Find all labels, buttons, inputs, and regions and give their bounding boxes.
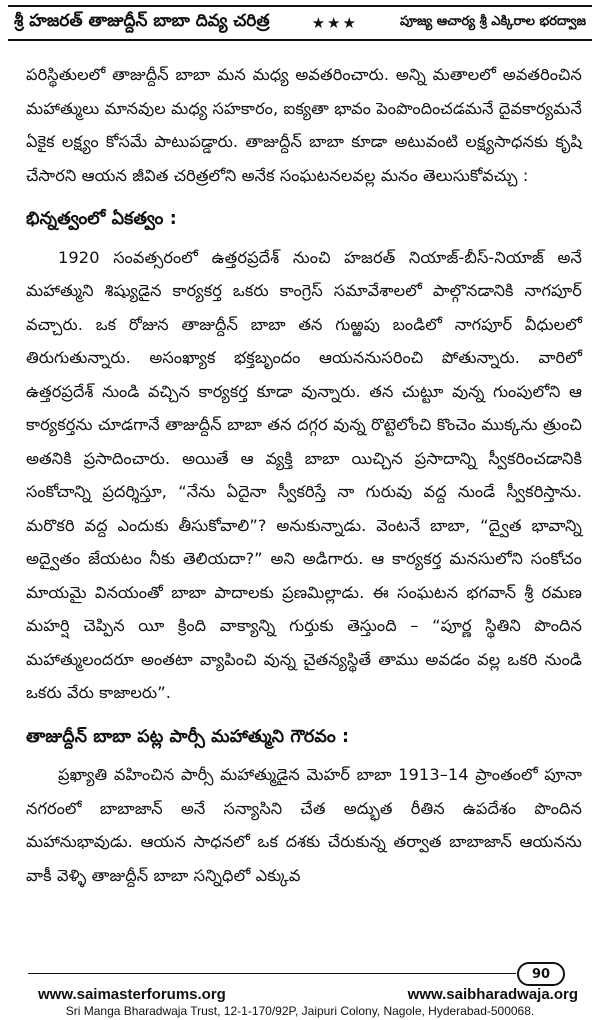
paragraph-continuation: పరిస్థితులలో తాజుద్దీన్ బాబా మన మధ్య అవతరించారు. అన్ని మతాలలో అవతరించిన మహాత్ములు మానవుల మధ్య సహకారం, ఐక్యతా భావం పెంపొందించడమనే దైవకార్యమనే ఏకైక లక్ష్యం కోసమే పాటుపడ్డారు. తాజుద్దీన్ బాబా కూడా అటువంటి లక్ష్యసాధనకు కృషి చేసారని ఆయన జీవిత చరిత్రలోని అనేక సంఘటనలవల్ల మనం తెలుసుకోవచ్చు : [26,65,582,185]
page-body [26,58,582,892]
footer-link-saibharadwaja[interactable]: www.saibharadwaja.org [407,986,578,1003]
section-heading-parsi-saint: తాజుద్దీన్ బాబా పట్ల పార్సీ మహాత్ముని గౌరవం : [26,726,350,747]
footer-address: Sri Manga Bharadwaja Trust, 12-1-170/92P, Jaipuri Colony, Nagole, Hyderabad-500068. [65,1004,535,1018]
section-heading-unity: భిన్నత్వంలో ఏకత్వం : [26,209,177,229]
header-author: పూజ్య ఆచార్య శ్రీ ఎక్కిరాల భరద్వాజ [399,14,586,29]
paragraph-story-1920: 1920 సంవత్సరంలో ఉత్తరప్రదేశ్ నుంచి హజరత్ నియాజ్-బీస్-నియాజ్ అనే మహాత్ముని శిష్యుడైన కార్యకర్త ఒకరు కాంగ్రెస్ సమావేశాలలో పాల్గొనడానికి నాగపూర్ వచ్చారు. ఒక రోజున తాజుద్దీన్ బాబా తన గుఱ్ఱపు బండిలో నాగపూర్ వీధులలో తిరుగుతున్నారు. అసంఖ్యాక భక్తబృందం ఆయననుసరించి పోతున్నారు. వారిలో ఉత్తరప్రదేశ్ నుండి వచ్చిన కార్యకర్త కూడా వున్నారు. తన చుట్టూ వున్న గుంపులోని ఆ కార్యకర్తను చూడగానే తాజుద్దీన్ బాబా తన దగ్గర వున్న రొట్టెలోంచి కొంచెం ముక్కను త్రుంచి అతనికి ప్రసాదించారు. అయితే ఆ వ్యక్తి బాబా యిచ్చిన ప్రసాదాన్ని స్వీకరించడానికి సంకోచాన్ని ప్రదర్శిస్తూ, “నేను ఏదైనా స్వీకరిస్తే నా గురువు వద్ద నుండే స్వీకరిస్తాను. మరొకరి వద్ద ఎందుకు తీసుకోవాలి”? అనుకున్నాడు. వెంటనే బాబా, “ద్వైత భావాన్ని అద్వైతం జేయటం నీకు తెలియదా?” అని అడిగారు. ఆ కార్యకర్త మనసులోని సంకోచం మాయమై వినయంతో బాబా పాదాలకు ప్రణమిల్లాడు. ఈ సంఘటన భగవాన్ శ్రీ రమణ మహర్షి చెప్పిన యీ క్రింది వాక్యాన్ని గుర్తుకు తెస్తుంది – “పూర్ణ స్థితిని పొందిన మహాత్ములందరూ అంతటా వ్యాపించి వున్న చైతన్యస్థితే తాము అవడం వల్ల ఒకరి నుండి ఒకరు వేరు కాజాలరు”. [26,247,582,702]
running-header [8,5,592,41]
header-stars: ★★★ [311,14,358,32]
footer-link-saimasterforums[interactable]: www.saimasterforums.org [38,986,226,1003]
header-book-title: శ్రీ హజరత్ తాజుద్దీన్ బాబా దివ్య చరిత్ర [14,11,270,31]
footer-rule [28,973,516,974]
footer-links [38,986,578,1003]
page-number: 90 [517,962,565,986]
paragraph-meher-baba: ప్రఖ్యాతి వహించిన పార్సీ మహాత్ముడైన మెహర్ బాబా 1913–14 ప్రాంతంలో పూనా నగరంలో బాబాజాన్ అనే సన్యాసిని చేత అద్భుత రీతిన ఉపదేశం పొందిన మహానుభావుడు. ఆయన సాధనలో ఒక దశకు చేరుకున్న తర్వాత బాబాజాన్ ఆయనను వాకీ వెళ్ళి తాజుద్దీన్ బాబా సన్నిధిలో ఎక్కువ [26,765,582,885]
